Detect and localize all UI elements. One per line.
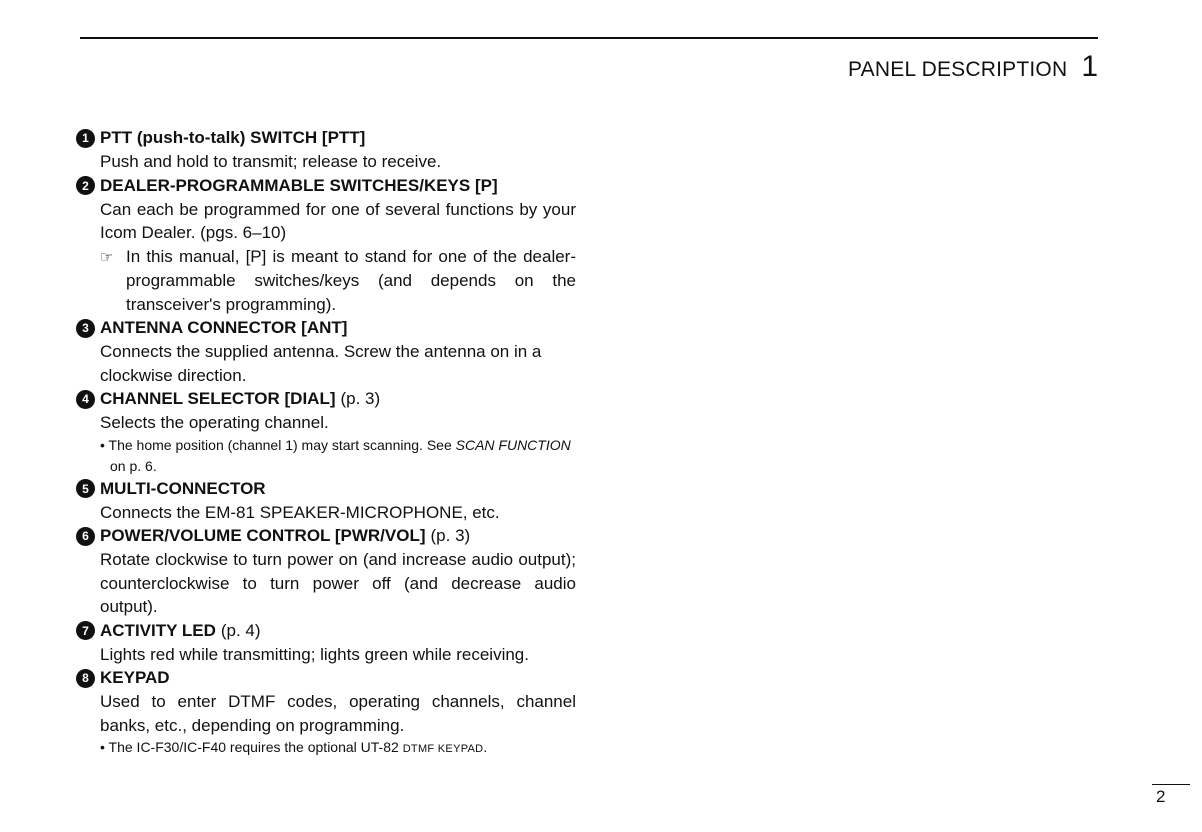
item-heading [76, 524, 576, 548]
section-number: 1 [1081, 50, 1098, 83]
item-description: Lights red while transmitting; lights green while receiving. [100, 644, 529, 664]
item-title: POWER/VOLUME CONTROL [PWR/VOL] [100, 526, 426, 545]
item-title: ACTIVITY LED [100, 620, 216, 640]
list-item [76, 477, 576, 525]
item-number-badge: 3 [76, 319, 95, 338]
page-reference: (p. 3) [340, 389, 381, 408]
section-title: PANEL DESCRIPTION [848, 58, 1068, 81]
item-description: Can each be programmed for one of several functions by your Icom Dealer. (pgs. 6–10) [100, 199, 576, 242]
item-heading [76, 126, 576, 150]
item-note [100, 245, 576, 317]
item-title: KEYPAD [100, 668, 170, 687]
page-number-rule [1152, 784, 1190, 785]
bullet-suffix: . [483, 739, 488, 755]
item-description: Push and hold to transmit; release to receive. [100, 152, 442, 171]
pointing-hand-icon: ☞ [100, 248, 114, 266]
item-heading [76, 477, 576, 501]
list-item [76, 316, 576, 387]
list-item [76, 174, 576, 317]
item-number-badge: 2 [76, 176, 95, 195]
item-bullet: • The IC-F30/IC-F40 requires the optional UT-82 DTMF KEYPAD. [100, 739, 488, 755]
item-heading [76, 666, 576, 690]
item-heading [76, 174, 576, 198]
item-description: Connects the supplied antenna. Screw the antenna on in a clockwise direction. [100, 342, 542, 385]
item-heading [76, 619, 576, 643]
item-description: Connects the EM-81 SPEAKER-MICROPHONE, etc. [100, 502, 500, 522]
list-item [76, 524, 576, 619]
item-number-badge: 6 [76, 527, 95, 546]
page-number: 2 [1156, 787, 1166, 806]
item-heading [76, 316, 576, 340]
item-number-badge: 1 [76, 129, 95, 148]
bullet-text: The IC-F30/IC-F40 requires the optional UT-82 [108, 739, 403, 755]
item-description: Rotate clockwise to turn power on (and increase audio output); counterclockwise to turn power off (and decrease audio output). [100, 550, 576, 616]
bullet-italic-text: SCAN FUNCTION [455, 436, 571, 453]
page-reference: (p. 3) [430, 526, 471, 545]
item-title: PTT (push-to-talk) SWITCH [PTT] [100, 128, 366, 147]
item-bullet: • The home position (channel 1) may start scanning. See SCAN FUNCTION on p. 6. [100, 436, 571, 474]
list-item [76, 619, 576, 667]
item-title: CHANNEL SELECTOR [DIAL] [100, 389, 336, 408]
top-rule [80, 37, 1098, 39]
item-title: DEALER-PROGRAMMABLE SWITCHES/KEYS [P] [100, 175, 498, 195]
page-reference: (p. 4) [220, 620, 261, 640]
section-header [848, 50, 1098, 84]
bullet-text: The home position (channel 1) may start scanning. See [108, 436, 456, 453]
bullet-suffix: on p. 6. [110, 457, 157, 474]
item-number-badge: 5 [76, 479, 95, 498]
item-description: Used to enter DTMF codes, operating channels, channel banks, etc., depending on programming. [100, 692, 576, 735]
item-number-badge: 7 [76, 621, 95, 640]
item-description: Selects the operating channel. [100, 413, 329, 432]
item-heading [76, 387, 576, 411]
item-number-badge: 4 [76, 390, 95, 409]
panel-description-list [76, 126, 576, 760]
list-item [76, 666, 576, 760]
list-item [76, 387, 576, 477]
list-item [76, 126, 576, 174]
item-title: MULTI-CONNECTOR [100, 478, 266, 498]
item-number-badge: 8 [76, 669, 95, 688]
note-text: In this manual, [P] is meant to stand for one of the dealer-programmable switches/keys (and depends on the transceiver's programming). [126, 246, 576, 314]
item-title: ANTENNA CONNECTOR [ANT] [100, 318, 348, 337]
bullet-smallcaps-text: DTMF KEYPAD [402, 743, 484, 755]
